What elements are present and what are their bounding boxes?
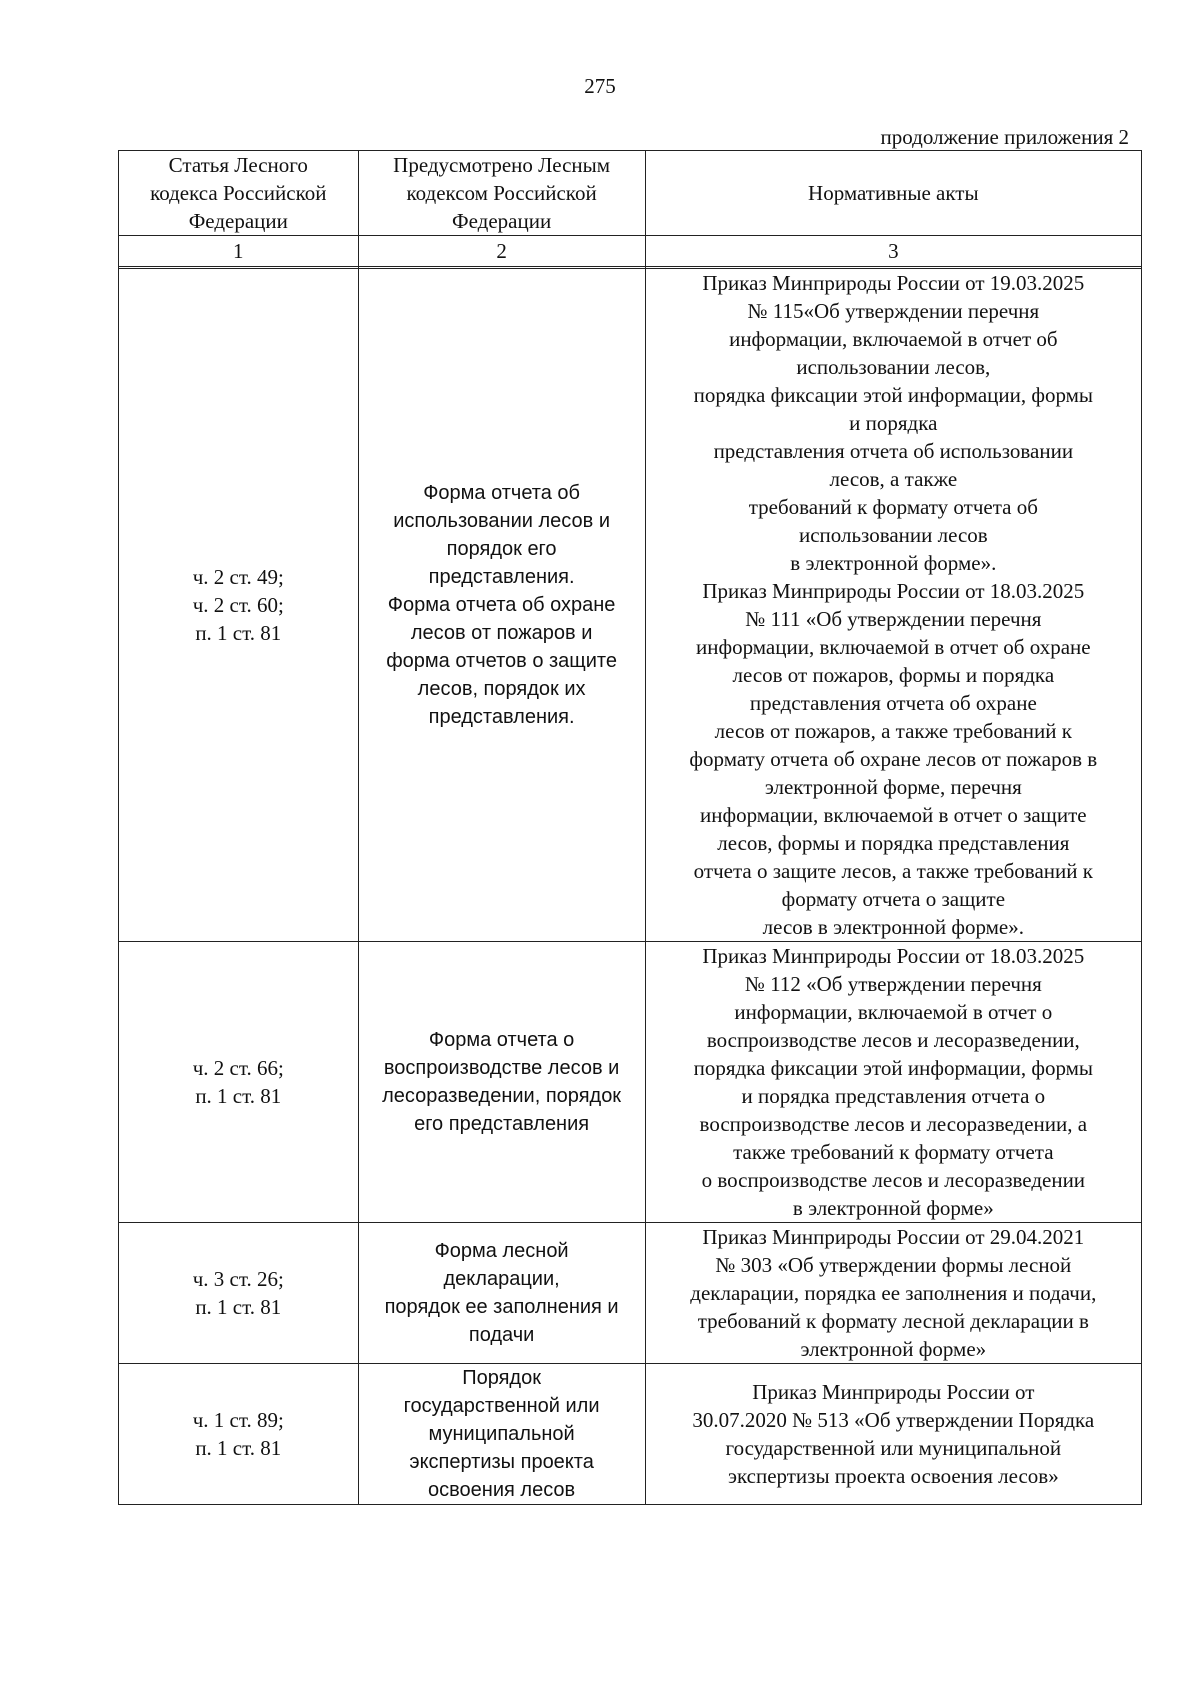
text-line: лесов от пожаров, формы и порядка [732,663,1055,687]
provision-cell [358,942,645,1223]
text-line: ч. 2 ст. 66; [192,1056,284,1080]
text-line: Приказ Минприроды России от [752,1380,1035,1404]
text-line: представления. [428,566,575,588]
regulatory-acts-table [118,150,1142,1505]
text-line: порядок его [446,538,557,560]
text-line: государственной или муниципальной [725,1436,1062,1460]
text-line: также требований к формату отчета [733,1140,1054,1164]
text-line: порядка фиксации этой информации, формы [693,383,1094,407]
text-line: лесов от пожаров, а также требований к [714,719,1072,743]
text-line: Форма лесной [434,1240,569,1262]
text-line: Порядок [462,1367,541,1389]
text-line: воспроизводстве лесов и лесоразведении, а [699,1112,1088,1136]
text-line: о воспроизводстве лесов и лесоразведении [701,1168,1086,1192]
text-line: п. 1 ст. 81 [195,1436,282,1460]
column-number-1: 1 [119,236,359,267]
acts-cell [645,269,1141,942]
text-line: лесов, а также [829,467,958,491]
text-line: и порядка представления отчета о [741,1084,1046,1108]
text-line: декларации, [443,1268,560,1290]
acts-cell [645,942,1141,1223]
text-line: информации, включаемой в отчет о защите [700,803,1087,827]
text-line: порядок ее заполнения и [384,1296,619,1318]
text-line: Форма отчета об охране [387,594,616,616]
text-line: воспроизводстве лесов и лесоразведении, [706,1028,1080,1052]
table-row [119,942,1142,1223]
text-line: информации, включаемой в отчет о [734,1000,1053,1024]
text-line: экспертизы проекта освоения лесов» [727,1464,1059,1488]
text-line: Приказ Минприроды России от 19.03.2025 [702,271,1085,295]
header-acts [645,151,1141,236]
provision-cell [358,1223,645,1364]
table-row [119,1364,1142,1505]
table-header-row [119,151,1142,236]
articles-cell [119,1364,359,1505]
text-line: 30.07.2020 № 513 «Об утверждении Порядка [692,1408,1095,1432]
text-line: информации, включаемой в отчет об охране [696,635,1091,659]
header-article [119,151,359,236]
column-number-2: 2 [358,236,645,267]
text-line: ч. 2 ст. 49; [192,565,284,589]
text-line: № 111 «Об утверждении перечня [745,607,1042,631]
text-line: кодекса Российской [150,181,327,205]
text-line: подачи [468,1324,535,1346]
text-line: представления отчета об охране [749,691,1037,715]
text-line: Приказ Минприроды России от 29.04.2021 [702,1225,1085,1249]
text-line: лесов, порядок их [417,678,586,700]
text-line: Нормативные акты [808,181,979,205]
text-line: Приказ Минприроды России от 18.03.2025 [702,579,1085,603]
text-line: в электронной форме». [790,551,997,575]
text-line: воспроизводстве лесов и [383,1057,620,1079]
column-number-row [119,236,1142,267]
provision-cell [358,269,645,942]
text-line: лесов в электронной форме». [762,915,1025,939]
page-number: 275 [584,74,616,98]
table-row [119,1223,1142,1364]
text-line: п. 1 ст. 81 [195,1084,282,1108]
text-line: представления. [428,706,575,728]
text-line: Статья Лесного [168,153,308,177]
articles-cell [119,269,359,942]
text-line: освоения лесов [428,1479,576,1501]
text-line: Федерации [452,209,552,233]
text-line: ч. 2 ст. 60; [192,593,284,617]
text-line: информации, включаемой в отчет об [729,327,1058,351]
acts-cell [645,1223,1141,1364]
text-line: Приказ Минприроды России от 18.03.2025 [702,944,1085,968]
text-line: требований к формату лесной декларации в [697,1309,1089,1333]
text-line: лесов от пожаров и [410,622,593,644]
text-line: его представления [414,1113,590,1135]
text-line: использовании лесов и [393,510,610,532]
text-line: в электронной форме» [792,1196,994,1220]
articles-cell [119,942,359,1223]
text-line: использовании лесов, [796,355,991,379]
text-line: экспертизы проекта [409,1451,594,1473]
text-line: п. 1 ст. 81 [195,621,282,645]
text-line: муниципальной [428,1423,575,1445]
articles-cell [119,1223,359,1364]
text-line: требований к формату отчета об [748,495,1038,519]
provision-cell [358,1364,645,1505]
text-line: ч. 1 ст. 89; [192,1408,284,1432]
text-line: порядка фиксации этой информации, формы [693,1056,1094,1080]
text-line: Предусмотрено Лесным [393,153,611,177]
text-line: № 112 «Об утверждении перечня [744,972,1042,996]
text-line: № 115«Об утверждении перечня [747,299,1040,323]
text-line: формату отчета о защите [781,887,1006,911]
text-line: использовании лесов [798,523,988,547]
text-line: Форма отчета об [423,482,580,504]
text-line: электронной форме, перечня [764,775,1022,799]
acts-cell [645,1364,1141,1505]
text-line: декларации, порядка ее заполнения и подачи, [690,1281,1097,1305]
text-line: и порядка [849,411,938,435]
text-line: государственной или [403,1395,600,1417]
continuation-label: продолжение приложения 2 [880,125,1129,149]
text-line: Федерации [188,209,288,233]
table-row [119,269,1142,942]
text-line: № 303 «Об утверждении формы лесной [715,1253,1072,1277]
text-line: Форма отчета о [428,1029,575,1051]
text-line: формату отчета об охране лесов от пожаров в [689,747,1098,771]
text-line: лесоразведении, порядок [382,1085,622,1107]
text-line: п. 1 ст. 81 [195,1295,282,1319]
column-number-3: 3 [645,236,1141,267]
text-line: кодексом Российской [406,181,597,205]
text-line: электронной форме» [800,1337,987,1361]
text-line: отчета о защите лесов, а также требований к [693,859,1093,883]
text-line: представления отчета об использовании [713,439,1074,463]
text-line: форма отчетов о защите [386,650,617,672]
text-line: лесов, формы и порядка представления [717,831,1070,855]
text-line: ч. 3 ст. 26; [192,1267,284,1291]
header-provision [358,151,645,236]
